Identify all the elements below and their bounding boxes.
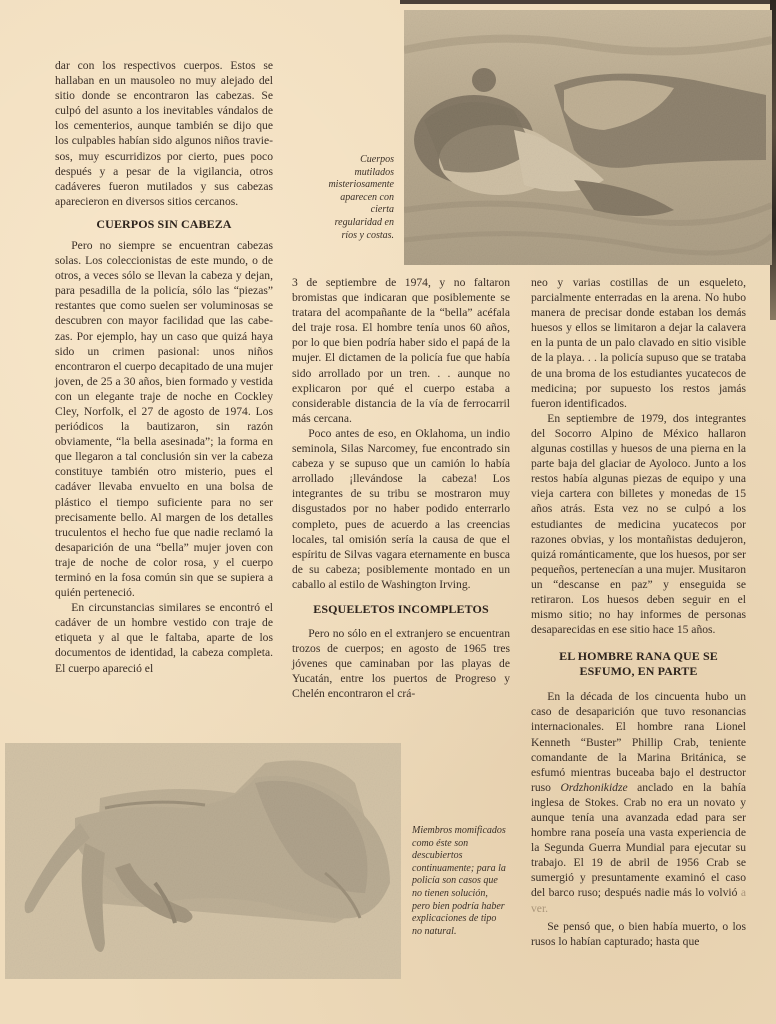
- section-heading-hombre-rana: EL HOMBRE RANA QUE SE ESFUMO, EN PARTE: [559, 649, 718, 679]
- photo1-caption: Cuerpos mutilados misteriosamente aparecen con cierta regularidad en ríos y costas.: [328, 154, 394, 241]
- article-column-1: [55, 58, 273, 676]
- paragraph: dar con los respectivos cuerpos. Estos se hallaban en un mausoleo no muy alejado del sitio donde se encontraron las cabezas. Se culpó del asunto a los inevitables vándalos de los cementerios, aunque también se dijo que los culpables habían sido algunos niños traviesos, muy escurridizos por cierto, pues poco después y a pesar de la vigilancia, otros cadáveres fueron mutilados y sus cabezas aparecieron en diversos sitios cercanos.: [55, 59, 273, 208]
- paragraph-text: anclado en la bahía inglesa de Stokes. Crab no era un novato y aunque tenía una avanzada edad para ser hombre rana poseía una vasta experiencia de la Segunda Guerra Mundial para ejecutar su trabajo. El 19 de abril de 1956 Crab se sumergió y presuntamente examinó el caso del barco ruso; después nadie más lo volvió: [531, 780, 746, 900]
- paragraph-text: En la década de los cincuenta hubo un caso de desaparición que tuvo resonancias internacionales. El hombre rana Lionel Kenneth “Buster” Phillip Crab, teniente comandante de la Marina Británica, se esfumó mientras buceaba bajo el destructor ruso: [531, 690, 746, 794]
- paragraph: neo y varias costillas de un esqueleto, parcialmente enterradas en la arena. No hubo manera de precisar donde estaban los demás huesos y ellos se limitaron a dejar la calavera en la punta de un palo clavado en sitio visible de la playa. . . la policía supuso que se trataba de una broma de los estudiantes yucatecos de medicina; por supuesto los restos jamás fueron identificados.: [531, 276, 746, 410]
- photo-mutilated-body-graphic: [404, 10, 772, 265]
- faded-text: a ver.: [531, 886, 746, 915]
- article-column-2: [292, 275, 510, 701]
- photo-mummified-limb-graphic: [5, 743, 401, 979]
- page-top-edge: [400, 0, 776, 4]
- photo-mummified-limb: [5, 743, 401, 979]
- paragraph: Pero no siempre se encuentran cabezas solas. Los coleccionistas de este mundo, o de otros, a veces sólo se llevan la cabeza y dejan, para pesadilla de la policía, sólo las “piezas” restantes que como suelen ser voluminosas se descubren con mayor facilidad que las cabezas. Por ejemplo, hay un caso que quizá haya sido un crimen pasional: unos niños encontraron el cuerpo decapitado de una mujer joven, de 25 a 30 años, bien formado y vestida con un elegante traje de noche en Cockley Cley, Norfolk, el 27 de agosto de 1974. Los periódicos la bautizaron, sin razón obviamente, “la bella asesinada”; la forma en que llegaron a tal conclusión sin ver la cabeza constituye también otro misterio, pues el cadáver llevaba envuelto en una bolsa de plástico el tiempo suficiente para no ser precisamente bello. Al margen de los detalles truculentos el hecho fue que nadie reclamó la desaparición de una “bella” mujer joven con traje de noche de color rosa, y el cuerpo terminó en la fosa común sin que se supiera a quién perteneció.: [55, 238, 273, 600]
- article-column-3: [531, 275, 746, 949]
- paragraph: Pero no sólo en el extranjero se encuentran trozos de cuerpos; en agosto de 1965 tres jóvenes que caminaban por las playas de Yucatán, entre los puertos de Progreso y Chelén encontraron el crá-: [292, 626, 510, 701]
- paragraph: [531, 689, 746, 915]
- photo2-caption: Miembros momificados como éste son descubiertos continuamente; para la policía son casos que no tienen solución, pero bien podría haber explicaciones de tipo no natural.: [412, 825, 506, 937]
- section-heading-cuerpos-sin-cabeza: CUERPOS SIN CABEZA: [96, 216, 232, 231]
- paragraph: Poco antes de eso, en Oklahoma, un indio seminola, Silas Narcomey, fue encontrado sin cabeza y se supuso que un camión lo había arrollado ¡llevándose la cabeza! Los integrantes de su tribu se mostraron muy disgustados por no haber podido enterrarlo completo, pues de acuerdo a las creencias locales, tal omisión sería la causa de que el espíritu de Silvas vagara eternamente en busca de su cabeza; posiblemente montado en un caballo al estilo de Washington Irving.: [292, 426, 510, 591]
- photo-mutilated-body-in-water: [404, 10, 772, 265]
- section-heading-esqueletos-incompletos: ESQUELETOS INCOMPLETOS: [313, 601, 489, 616]
- paragraph: En circunstancias similares se encontró el cadáver de un hombre vestido con traje de etiqueta y al que le faltaba, aparte de los documentos de identidad, la cabeza completa. El cuerpo apareció el: [55, 601, 273, 675]
- paragraph: Se pensó que, o bien había muerto, o los rusos lo habían capturado; hasta que: [531, 919, 746, 948]
- paragraph: 3 de septiembre de 1974, y no faltaron bromistas que indicaran que posiblemente se tratara del acompañante de la “bella” acéfala del traje rosa. El hombre tenía unos 60 años, por lo que bien podría haber sido el papá de la mujer. El dictamen de la policía fue que había sido arrollado por un tren. . . aunque no explicaron por qué el cuerpo estaba a considerable distancia de la vía de ferrocarril más cercana.: [292, 276, 510, 425]
- ship-name: Ordzhonikidze: [560, 780, 628, 794]
- paragraph: En septiembre de 1979, dos integrantes del Socorro Alpino de México hallaron algunas costillas y huesos de una pierna en la parte baja del glaciar de Ayoloco. Junto a los restos había algunas piezas de equipo y una vieja cartera con billetes y monedas de 15 años atrás. Esta vez no se culpó a los estudiantes de medicina yucatecos por razones obvias, y los montañistas dedujeron, quizá románticamente, que los huesos, por ser pequeños, pertenecían a una mujer. Musitaron un “descanse en paz” y enseguida se retiraron. Los huesos deben seguir en el mismo sitio; no hay informes de personas desaparecidas en ese sitio hace 15 años.: [531, 411, 746, 637]
